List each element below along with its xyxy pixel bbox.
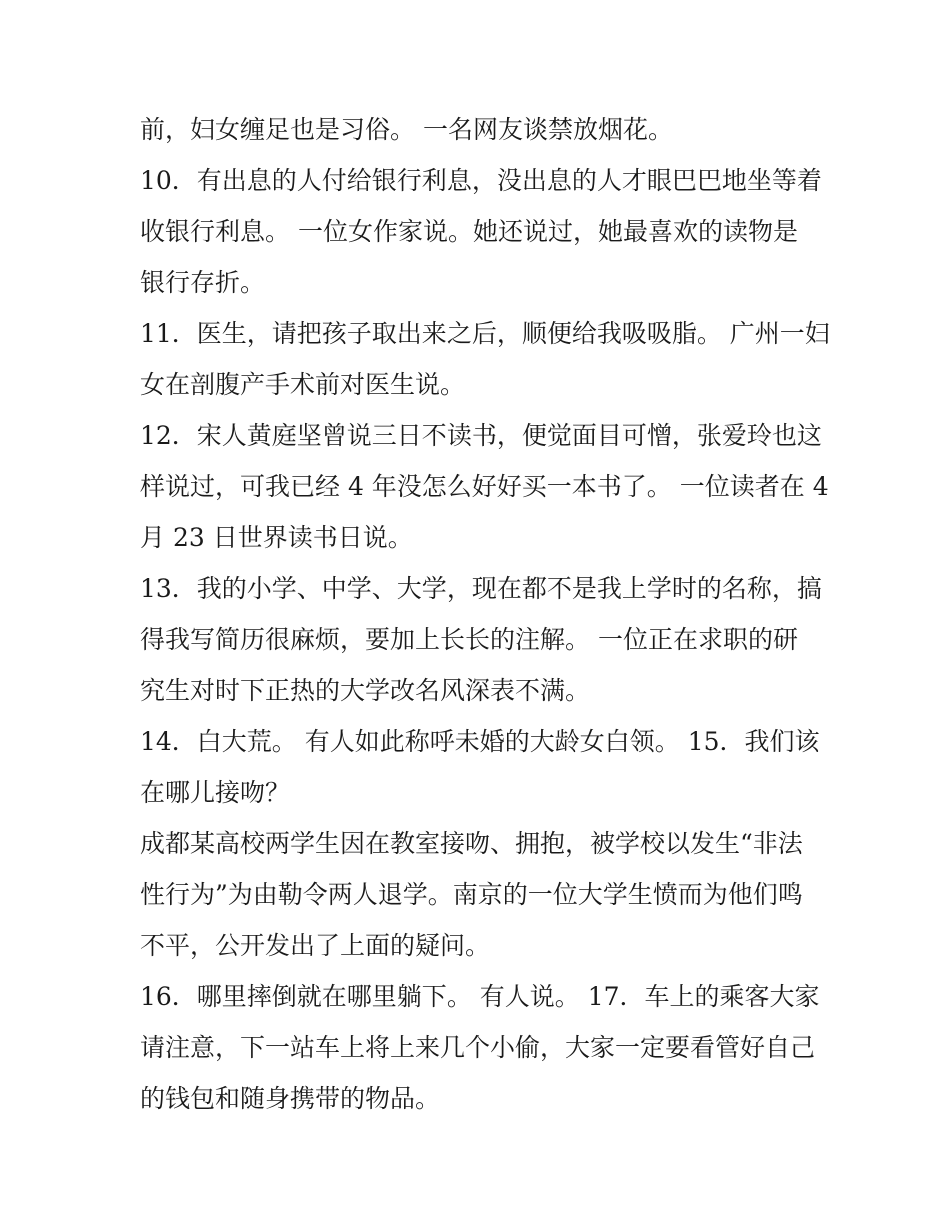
text-line: 11．医生，请把孩子取出来之后，顺便给我吸吸脂。 广州一妇 <box>140 319 830 348</box>
text-line: 月 23 日世界读书日说。 <box>140 523 413 552</box>
text-line: 请注意，下一站车上将上来几个小偷，大家一定要看管好自己 <box>140 1033 816 1062</box>
text-line: 12．宋人黄庭坚曾说三日不读书，便觉面目可憎，张爱玲也这 <box>140 421 822 450</box>
text-line: 10．有出息的人付给银行利息，没出息的人才眼巴巴地坐等着 <box>140 166 822 195</box>
body-text <box>140 104 830 1124</box>
text-line: 收银行利息。 一位女作家说。她还说过，她最喜欢的读物是 <box>140 217 798 246</box>
text-line: 性行为”为由勒令两人退学。南京的一位大学生愤而为他们鸣 <box>140 880 803 909</box>
text-line: 不平，公开发出了上面的疑问。 <box>140 931 491 960</box>
text-line: 究生对时下正热的大学改名风深表不满。 <box>140 676 591 705</box>
text-line: 得我写简历很麻烦，要加上长长的注解。 一位正在求职的研 <box>140 625 798 654</box>
text-line: 13．我的小学、中学、大学，现在都不是我上学时的名称，搞 <box>140 574 822 603</box>
text-line: 银行存折。 <box>140 268 266 297</box>
text-line: 在哪儿接吻？ <box>140 778 291 807</box>
text-line: 14．白大荒。 有人如此称呼未婚的大龄女白领。 15．我们该 <box>140 727 820 756</box>
text-line: 样说过，可我已经 4 年没怎么好好买一本书了。 一位读者在 4 <box>140 472 829 501</box>
text-line: 成都某高校两学生因在教室接吻、拥抱，被学校以发生“非法 <box>140 829 803 858</box>
text-line: 女在剖腹产手术前对医生说。 <box>140 370 466 399</box>
text-line: 16．哪里摔倒就在哪里躺下。 有人说。 17．车上的乘客大家 <box>140 982 820 1011</box>
text-line: 前，妇女缠足也是习俗。 一名网友谈禁放烟花。 <box>140 115 673 144</box>
text-line: 的钱包和随身携带的物品。 <box>140 1084 441 1113</box>
